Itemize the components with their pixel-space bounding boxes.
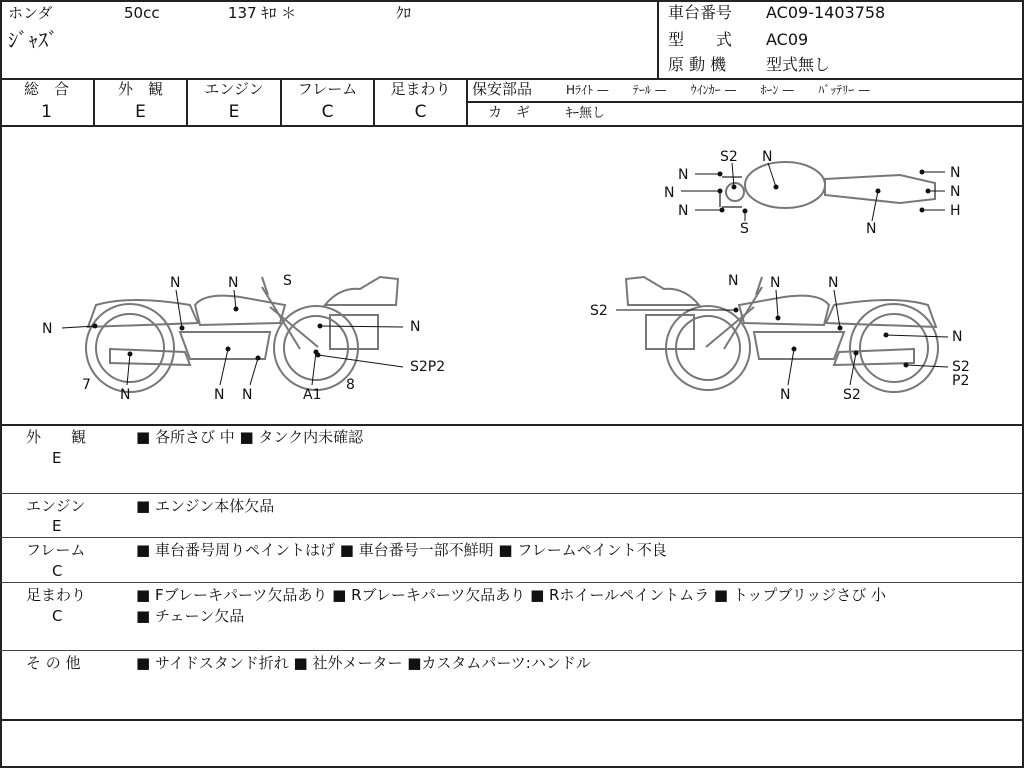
top-view-labels — [664, 149, 961, 237]
note-rule-2 — [0, 537, 1022, 538]
engine-value: 型式無し — [766, 55, 831, 74]
damage-diagram — [0, 127, 1022, 424]
top-label-5: N — [678, 203, 689, 219]
suspension-grade-value: C — [414, 102, 427, 122]
grade-divider-5 — [466, 78, 468, 126]
note-suspension-label: 足まわり — [26, 586, 87, 604]
type-value: AC09 — [766, 30, 809, 49]
overall-label: 総 合 — [23, 80, 69, 98]
suspension-grade-label: 足まわり — [390, 80, 451, 98]
note-suspension-line-1: ■ Fブレーキパーツ欠品あり ■ Rブレーキパーツ欠品あり ■ Rホイールペイントムラ ■ トップブリッジさび 小 — [136, 586, 886, 604]
top-label-3: N — [678, 167, 689, 183]
top-label-6: S — [740, 221, 749, 237]
left-label-2: N — [170, 275, 181, 291]
note-engine-line-1: ■ エンジン本体欠品 — [136, 497, 275, 515]
exterior-value: E — [135, 102, 146, 122]
right-label-6: S2 — [952, 359, 970, 375]
note-rule-1 — [0, 493, 1022, 494]
top-label-7: N — [866, 221, 877, 237]
notes-top-rule — [0, 424, 1022, 426]
left-label-9: N — [214, 387, 225, 403]
note-suspension-line-2: ■ チェーン欠品 — [136, 607, 245, 625]
type-label: 型 式 — [668, 30, 733, 49]
right-label-11: S2 — [843, 387, 861, 403]
make: ホンダ — [8, 4, 53, 22]
frame-grade-label: フレーム — [297, 80, 358, 98]
left-label-13: S2P2 — [410, 359, 446, 375]
grade-row-mid-right — [466, 101, 1022, 103]
top-label-9: N — [950, 184, 961, 200]
right-label-1: N — [728, 273, 739, 289]
note-rule-5 — [0, 719, 1022, 721]
key-label: カ ギ — [488, 105, 530, 121]
engine-grade-value: E — [228, 102, 240, 122]
note-exterior-label: 外 観 — [26, 428, 87, 446]
note-frame-line-1: ■ 車台番号周りペイントはげ ■ 車台番号一部不鮮明 ■ フレームペイント不良 — [136, 541, 667, 559]
safety-label: 保安部品 — [472, 80, 533, 98]
frame-no-label: 車台番号 — [668, 3, 733, 22]
left-label-4: S — [283, 273, 292, 289]
left-label-11: A1 — [303, 387, 322, 403]
color: ｸﾛ — [396, 4, 412, 22]
left-label-7: 7 — [82, 377, 91, 393]
top-label-4: N — [664, 185, 675, 201]
right-label-9: P2 — [952, 373, 970, 389]
note-frame-label: フレーム — [26, 541, 86, 559]
left-label-12: 8 — [346, 377, 355, 393]
note-engine-label: エンジン — [26, 497, 86, 515]
note-other-label: そ の 他 — [26, 654, 81, 672]
note-rule-4 — [0, 650, 1022, 651]
right-label-2: N — [770, 275, 781, 291]
top-label-1: S2 — [720, 149, 738, 165]
right-label-3: N — [828, 275, 839, 291]
note-suspension-grade: C — [52, 607, 63, 625]
note-exterior-line-1: ■ 各所さび 中 ■ タンク内未確認 — [136, 428, 364, 446]
left-side-bike — [86, 277, 398, 392]
note-frame-grade: C — [52, 562, 63, 580]
left-label-1: N — [42, 321, 53, 337]
left-label-10: N — [242, 387, 253, 403]
safety-items: Hﾗｲﾄ — ﾃｰﾙ — ｳｲﾝｶｰ — ﾎｰﾝ — ﾊﾞｯﾃﾘｰ — — [566, 83, 871, 97]
overall-value: 1 — [41, 102, 52, 122]
header-divider — [657, 0, 659, 78]
note-other-line-1: ■ サイドスタンド折れ ■ 社外メーター ■カスタムパーツ:ハンドル — [136, 654, 591, 672]
left-label-3: N — [228, 275, 239, 291]
note-exterior-grade: E — [52, 449, 62, 467]
right-label-4: S2 — [590, 303, 608, 319]
left-label-5: N — [410, 319, 421, 335]
right-side-bike — [626, 277, 938, 392]
top-label-8: N — [950, 165, 961, 181]
frame-no: AC09-1403758 — [766, 3, 886, 22]
model-name: ｼﾞｬｽﾞ — [8, 28, 58, 52]
displacement: 50cc — [124, 4, 160, 22]
note-rule-3 — [0, 582, 1022, 583]
top-view-bike — [720, 162, 935, 208]
exterior-label: 外 観 — [117, 80, 163, 98]
mileage: 137 ｷﾛ ＊ — [228, 4, 297, 22]
key-value: ｷｰ無し — [566, 106, 606, 121]
engine-label: 原 動 機 — [668, 55, 727, 74]
right-label-5: N — [952, 329, 963, 345]
frame-grade-value: C — [321, 102, 334, 122]
engine-grade-label: エンジン — [204, 80, 264, 98]
right-label-10: N — [780, 387, 791, 403]
top-label-10: H — [950, 203, 961, 219]
left-label-8: N — [120, 387, 131, 403]
note-engine-grade: E — [52, 517, 62, 535]
top-label-2: N — [762, 149, 773, 165]
